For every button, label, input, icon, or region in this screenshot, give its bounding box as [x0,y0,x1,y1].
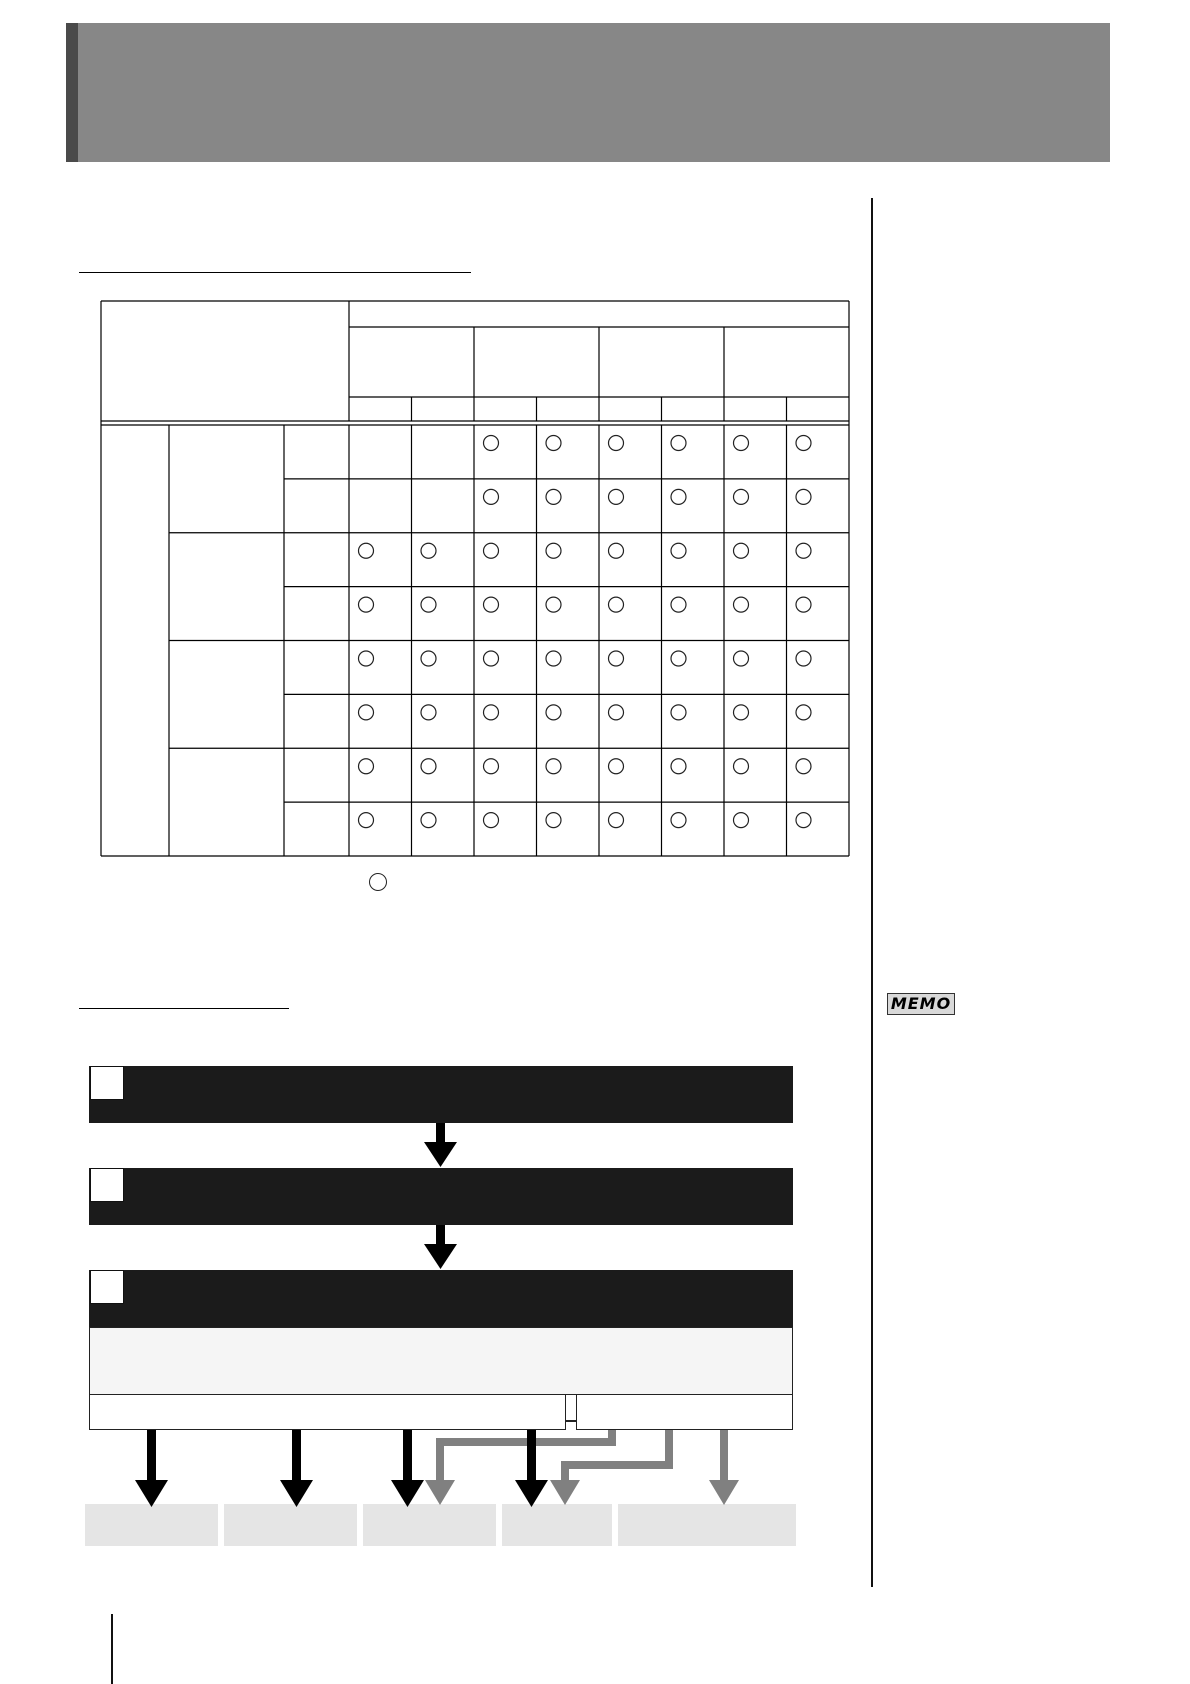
compat-marker-icon [484,489,499,504]
compat-marker-icon [671,543,686,558]
compat-marker-icon [796,759,811,774]
compat-marker-icon [421,705,436,720]
compat-marker-icon [546,543,561,558]
grey-arrow-to-destination-5 [709,1430,739,1505]
section2-heading-underline [79,1008,289,1009]
compat-marker-icon [734,489,749,504]
compatibility-table [99,299,854,861]
flow-step-3 [89,1270,793,1327]
compat-marker-icon [609,597,624,612]
circle-marker-icon [369,873,387,891]
black-arrow-to-destination-3 [391,1430,424,1507]
black-arrow-to-destination-2 [280,1430,313,1507]
compat-marker-icon [609,813,624,828]
compat-marker-icon [796,489,811,504]
step-number-box-2 [90,1168,124,1202]
compat-marker-icon [359,813,374,828]
compat-marker-icon [546,489,561,504]
sub-box-connector [566,1420,576,1422]
compat-marker-icon [421,597,436,612]
step-arrow-2 [424,1225,457,1269]
step-number-box-3 [90,1270,124,1304]
compat-marker-icon [546,813,561,828]
compat-marker-icon [359,651,374,666]
compat-marker-icon [796,543,811,558]
destination-box-5 [618,1504,796,1546]
flow-step-1 [89,1066,793,1123]
black-arrow-to-destination-1 [135,1430,168,1507]
black-arrow-to-destination-4 [515,1430,548,1507]
compat-marker-icon [421,651,436,666]
grey-arrow-to-destination-4 [565,1430,669,1482]
destination-box-4 [502,1504,612,1546]
compat-marker-icon [671,436,686,451]
sidebar-divider [871,198,873,1587]
compat-marker-icon [734,543,749,558]
compat-marker-icon [734,436,749,451]
compat-marker-icon [484,651,499,666]
compat-marker-icon [359,759,374,774]
compat-marker-icon [421,813,436,828]
compat-marker-icon [734,813,749,828]
compat-marker-icon [546,759,561,774]
compat-marker-icon [609,489,624,504]
compat-marker-icon [484,597,499,612]
compat-marker-icon [546,651,561,666]
compat-marker-icon [671,489,686,504]
compat-marker-icon [671,651,686,666]
destination-box-3 [363,1504,496,1546]
compat-marker-icon [484,705,499,720]
compat-marker-icon [734,705,749,720]
compat-marker-icon [734,651,749,666]
header-accent-bar [66,23,78,162]
section1-heading-underline [79,272,471,273]
compat-marker-icon [421,759,436,774]
grey-arrowhead-4 [550,1480,580,1505]
step-number-box-1 [90,1066,124,1100]
destination-box-1 [85,1504,218,1546]
compat-marker-icon [796,597,811,612]
compat-marker-icon [546,597,561,612]
compat-marker-icon [796,705,811,720]
compat-marker-icon [671,813,686,828]
compat-marker-icon [796,813,811,828]
compat-marker-icon [671,705,686,720]
compat-marker-icon [609,759,624,774]
compat-marker-icon [546,705,561,720]
sub-box-right [576,1394,793,1430]
compat-marker-icon [609,543,624,558]
grey-arrow-to-destination-3 [440,1430,612,1482]
table-markers [359,436,812,828]
compat-marker-icon [609,651,624,666]
step-arrow-1 [424,1123,457,1167]
compat-marker-icon [359,705,374,720]
compat-marker-icon [671,597,686,612]
compat-marker-icon [359,597,374,612]
memo-badge: MEMO [887,993,955,1015]
compat-marker-icon [796,436,811,451]
flow-step-2 [89,1168,793,1225]
compat-marker-icon [796,651,811,666]
sub-box-left [89,1394,566,1430]
compat-marker-icon [484,436,499,451]
compat-marker-icon [484,813,499,828]
compat-marker-icon [609,705,624,720]
compat-marker-icon [484,759,499,774]
compat-marker-icon [359,543,374,558]
footer-rule [111,1614,113,1684]
destination-box-2 [224,1504,357,1546]
compat-marker-icon [546,436,561,451]
compat-marker-icon [609,436,624,451]
header-band [66,23,1110,162]
compat-marker-icon [671,759,686,774]
compat-marker-icon [484,543,499,558]
compat-marker-icon [421,543,436,558]
step-3-detail-panel [89,1327,793,1395]
grey-arrowhead-3 [425,1480,455,1505]
compat-marker-icon [734,759,749,774]
compat-marker-icon [734,597,749,612]
